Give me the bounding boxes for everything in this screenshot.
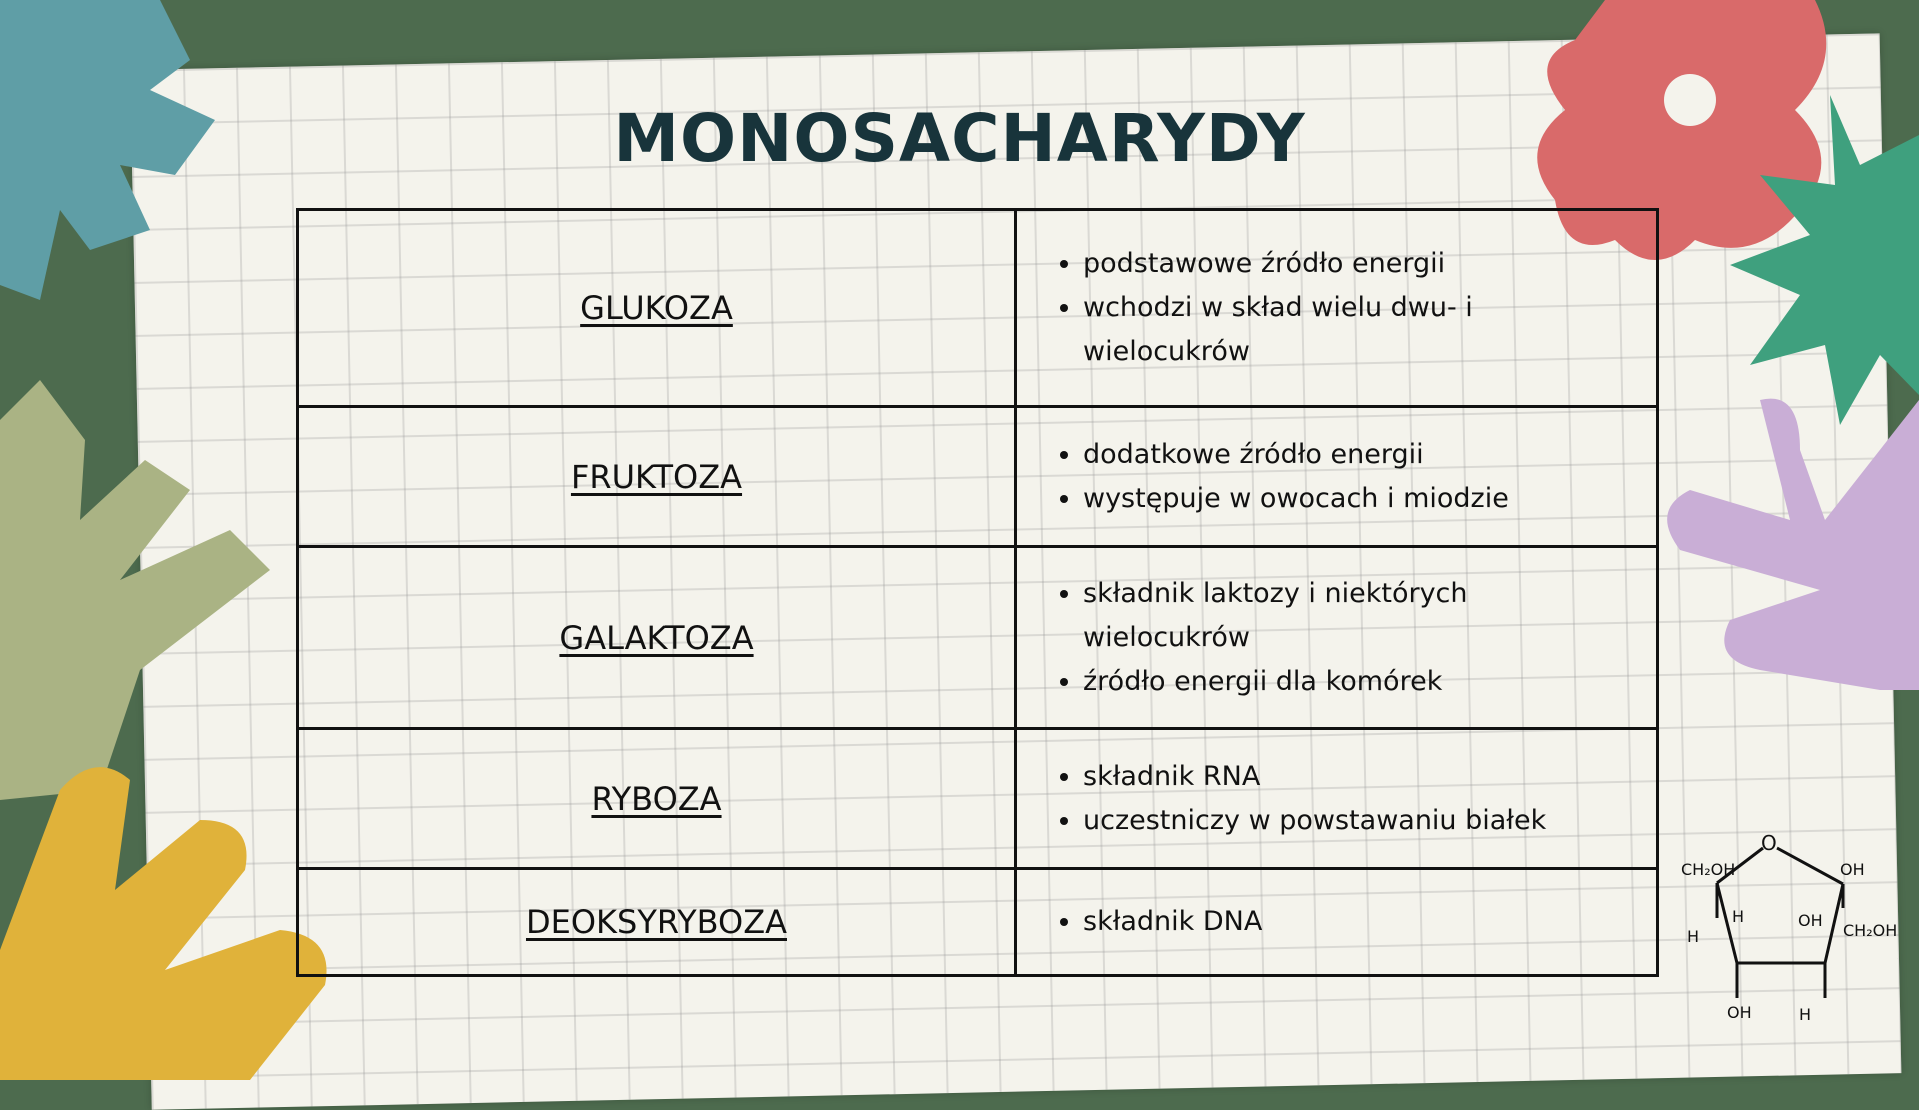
table-row [298, 869, 1658, 976]
table-row [298, 407, 1658, 547]
bullet-point: • wchodzi w skład wielu dwu- i wielocukrów [1083, 286, 1636, 374]
table-row [298, 729, 1658, 869]
sugar-name: GLUKOZA [298, 210, 1016, 407]
lavender-leaf-decoration [1650, 390, 1919, 690]
oh-label: OH [1840, 860, 1865, 879]
sugar-description [1016, 729, 1658, 869]
monosaccharides-table [296, 208, 1659, 977]
bullet-point: • składnik RNA [1083, 755, 1636, 799]
h-label: H [1687, 927, 1700, 946]
sugar-description [1016, 547, 1658, 729]
sugar-name: FRUKTOZA [298, 407, 1016, 547]
bullet-point: • składnik laktozy i niektórych wielocukrów [1083, 572, 1636, 660]
yellow-coral-decoration [0, 750, 340, 1080]
oh-label: OH [1798, 911, 1823, 930]
bullet-point: • składnik DNA [1083, 900, 1636, 944]
ribose-structure-diagram [1675, 808, 1915, 1028]
bullet-point: • występuje w owocach i miodzie [1083, 477, 1636, 521]
olive-leaf-decoration [0, 380, 280, 800]
oh-label: OH [1727, 1003, 1752, 1022]
table-row [298, 547, 1658, 729]
page-title: MONOSACHARYDY [613, 100, 1306, 177]
bullet-point: • dodatkowe źródło energii [1083, 433, 1636, 477]
sugar-description [1016, 210, 1658, 407]
h-label: H [1799, 1005, 1812, 1024]
sugar-name: RYBOZA [298, 729, 1016, 869]
sugar-name: GALAKTOZA [298, 547, 1016, 729]
sugar-name: DEOKSYRYBOZA [298, 869, 1016, 976]
bullet-point: • podstawowe źródło energii [1083, 242, 1636, 286]
bullet-point: • uczestniczy w powstawaniu białek [1083, 799, 1636, 843]
sugar-description [1016, 869, 1658, 976]
ch2oh-label: CH₂OH [1681, 860, 1736, 879]
sugar-description [1016, 407, 1658, 547]
ch2oh-label: CH₂OH [1843, 921, 1898, 940]
ring-oxygen-label: O [1761, 831, 1777, 855]
bullet-point: • źródło energii dla komórek [1083, 660, 1636, 704]
h-label: H [1732, 907, 1745, 926]
table-row [298, 210, 1658, 407]
